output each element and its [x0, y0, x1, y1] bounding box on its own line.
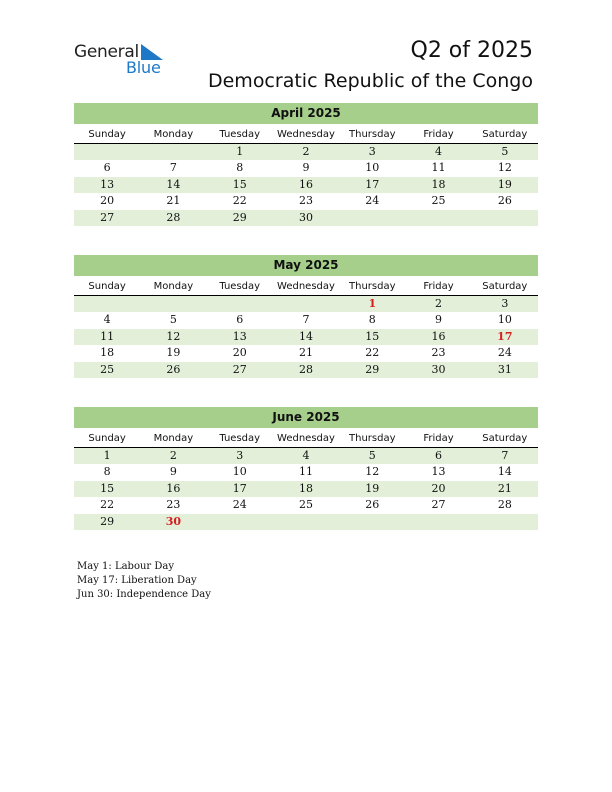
day-cell: 15	[100, 481, 115, 495]
day-cell: 28	[166, 210, 181, 224]
day-cell	[273, 514, 339, 530]
weekday-label: Monday	[153, 129, 194, 140]
day-cell	[140, 144, 206, 160]
weekday-label: Tuesday	[219, 433, 261, 444]
weekday-label: Wednesday	[277, 433, 335, 444]
day-cell: 19	[365, 481, 380, 495]
brand-logo	[74, 42, 174, 78]
week-row	[74, 144, 538, 160]
day-cell	[472, 514, 538, 530]
logo-general-text: General	[74, 42, 139, 62]
day-cell: 28	[497, 498, 512, 512]
week-row	[74, 362, 538, 378]
day-cell: 2	[169, 449, 177, 462]
weekday-label: Monday	[153, 433, 194, 444]
weekday-label: Friday	[423, 129, 454, 140]
day-cell: 13	[232, 329, 247, 343]
week-row	[74, 481, 538, 497]
day-cell: 24	[365, 194, 380, 208]
quarter-title: Q2 of 2025	[410, 38, 533, 63]
day-cell: 7	[302, 313, 310, 327]
day-cell: 6	[435, 449, 443, 462]
day-cell: 2	[435, 297, 443, 310]
day-cell: 6	[103, 161, 111, 175]
day-cell	[472, 210, 538, 226]
day-cell: 27	[431, 498, 446, 512]
weekday-label: Thursday	[349, 281, 396, 292]
weekday-label: Tuesday	[219, 281, 261, 292]
weekday-label: Friday	[423, 281, 454, 292]
day-cell	[74, 296, 140, 312]
week-row	[74, 193, 538, 209]
day-cell: 25	[100, 362, 115, 376]
day-cell: 16	[166, 481, 181, 495]
day-cell: 14	[166, 177, 181, 191]
day-cell: 14	[497, 465, 512, 479]
weekday-label: Wednesday	[277, 281, 335, 292]
day-cell: 29	[365, 362, 380, 376]
week-row	[74, 177, 538, 193]
weekday-label: Saturday	[482, 281, 528, 292]
week-row	[74, 160, 538, 176]
day-cell: 11	[431, 161, 446, 175]
holiday-note: Jun 30: Independence Day	[77, 589, 211, 600]
day-cell: 1	[103, 449, 111, 462]
day-cell: 27	[100, 210, 115, 224]
holiday-note: May 17: Liberation Day	[77, 575, 197, 586]
day-cell: 18	[100, 346, 115, 360]
week-row	[74, 296, 538, 312]
day-cell: 8	[236, 161, 244, 175]
day-cell: 7	[501, 449, 509, 462]
weekday-label: Sunday	[88, 281, 126, 292]
holiday-day-cell: 17	[497, 329, 513, 343]
month-may	[74, 255, 538, 378]
day-cell: 4	[302, 449, 310, 462]
day-cell: 5	[501, 145, 509, 158]
day-cell: 30	[431, 362, 446, 376]
holiday-day-cell: 1	[368, 297, 377, 310]
weekday-label: Friday	[423, 433, 454, 444]
day-cell: 27	[232, 362, 247, 376]
day-cell: 21	[298, 346, 313, 360]
month-june	[74, 407, 538, 530]
month-title: June 2025	[74, 407, 538, 428]
day-cell: 24	[232, 498, 247, 512]
day-cell	[339, 210, 405, 226]
day-cell: 5	[169, 313, 177, 327]
day-cell: 3	[368, 145, 376, 158]
day-cell: 13	[100, 177, 115, 191]
day-cell: 11	[298, 465, 313, 479]
day-cell	[207, 514, 273, 530]
day-cell	[405, 210, 471, 226]
day-cell: 22	[232, 194, 247, 208]
day-cell: 9	[302, 161, 310, 175]
weekday-label: Thursday	[349, 433, 396, 444]
day-cell: 15	[232, 177, 247, 191]
day-cell: 29	[232, 210, 247, 224]
day-cell: 26	[365, 498, 380, 512]
day-cell	[74, 144, 140, 160]
week-row	[74, 497, 538, 513]
weekday-header	[74, 126, 538, 144]
week-row	[74, 448, 538, 464]
month-title: April 2025	[74, 103, 538, 124]
day-cell: 3	[501, 297, 509, 310]
weekday-label: Thursday	[349, 129, 396, 140]
day-cell: 29	[100, 514, 115, 528]
day-cell: 23	[431, 346, 446, 360]
holiday-note: May 1: Labour Day	[77, 561, 174, 572]
weekday-label: Monday	[153, 281, 194, 292]
day-cell: 25	[298, 498, 313, 512]
day-cell: 22	[365, 346, 380, 360]
day-cell: 17	[232, 481, 247, 495]
day-cell: 21	[497, 481, 512, 495]
day-cell: 31	[497, 362, 512, 376]
day-cell: 9	[435, 313, 443, 327]
day-cell: 1	[236, 145, 244, 158]
day-cell: 4	[103, 313, 111, 327]
day-cell: 10	[365, 161, 380, 175]
week-row	[74, 345, 538, 361]
day-cell: 16	[298, 177, 313, 191]
day-cell: 5	[368, 449, 376, 462]
weekday-label: Saturday	[482, 129, 528, 140]
day-cell: 15	[365, 329, 380, 343]
day-cell: 19	[497, 177, 512, 191]
day-cell: 24	[497, 346, 512, 360]
day-cell: 13	[431, 465, 446, 479]
weekday-label: Tuesday	[219, 129, 261, 140]
day-cell	[339, 514, 405, 530]
day-cell: 14	[298, 329, 313, 343]
week-row	[74, 514, 538, 530]
day-cell: 12	[497, 161, 512, 175]
day-cell: 9	[169, 465, 177, 479]
holiday-notes	[77, 560, 211, 602]
day-cell: 22	[100, 498, 115, 512]
week-row	[74, 464, 538, 480]
day-cell: 21	[166, 194, 181, 208]
day-cell: 7	[169, 161, 177, 175]
day-cell: 23	[298, 194, 313, 208]
day-cell: 8	[103, 465, 111, 479]
week-row	[74, 312, 538, 328]
day-cell: 28	[298, 362, 313, 376]
day-cell	[207, 296, 273, 312]
day-cell: 19	[166, 346, 181, 360]
day-cell: 10	[232, 465, 247, 479]
day-cell	[405, 514, 471, 530]
logo-blue-text: Blue	[126, 58, 161, 77]
month-title: May 2025	[74, 255, 538, 276]
week-row	[74, 210, 538, 226]
day-cell: 12	[365, 465, 380, 479]
day-cell: 18	[431, 177, 446, 191]
month-april	[74, 103, 538, 226]
day-cell: 26	[166, 362, 181, 376]
weekday-label: Sunday	[88, 433, 126, 444]
day-cell: 16	[431, 329, 446, 343]
day-cell: 30	[298, 210, 313, 224]
day-cell: 20	[232, 346, 247, 360]
day-cell: 2	[302, 145, 310, 158]
week-row	[74, 329, 538, 345]
weekday-label: Sunday	[88, 129, 126, 140]
day-cell: 6	[236, 313, 244, 327]
weekday-label: Wednesday	[277, 129, 335, 140]
holiday-day-cell: 30	[165, 514, 182, 528]
day-cell	[140, 296, 206, 312]
day-cell: 12	[166, 329, 181, 343]
day-cell: 20	[431, 481, 446, 495]
day-cell: 10	[497, 313, 512, 327]
day-cell: 25	[431, 194, 446, 208]
day-cell: 18	[298, 481, 313, 495]
day-cell: 23	[166, 498, 181, 512]
day-cell: 26	[497, 194, 512, 208]
day-cell: 4	[435, 145, 443, 158]
country-title: Democratic Republic of the Congo	[207, 70, 533, 92]
weekday-label: Saturday	[482, 433, 528, 444]
day-cell: 11	[100, 329, 115, 343]
day-cell	[273, 296, 339, 312]
weekday-header	[74, 430, 538, 448]
day-cell: 17	[365, 177, 380, 191]
day-cell: 8	[368, 313, 376, 327]
day-cell: 20	[100, 194, 115, 208]
day-cell: 3	[236, 449, 244, 462]
weekday-header	[74, 278, 538, 296]
